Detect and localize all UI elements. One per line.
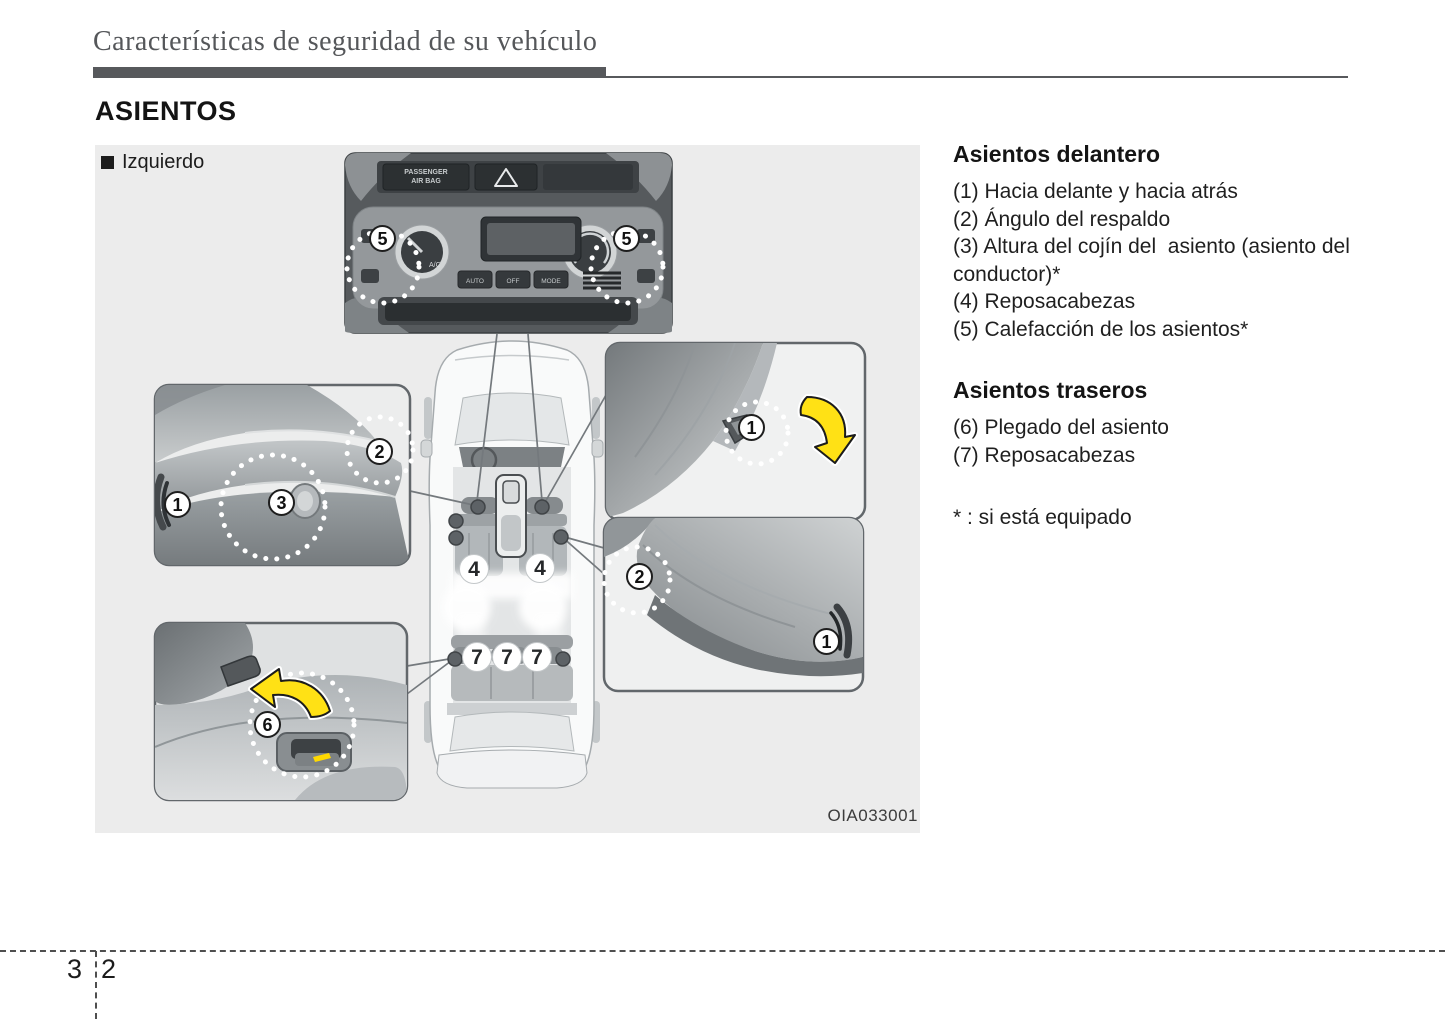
legend-item: (6) Plegado del asiento [953, 416, 1169, 439]
footer-dashed-divider [95, 951, 97, 1019]
callout-headrest-rear-1: 7 [462, 642, 492, 672]
figure-code: OIA033001 [827, 806, 918, 825]
equipment-footnote: * : si está equipado [953, 506, 1132, 529]
callout-heater-right: 5 [613, 225, 640, 252]
chapter-number: 3 [67, 954, 83, 984]
callout-heater-left: 5 [369, 225, 396, 252]
header-rule [93, 76, 1348, 78]
callout-slide-rear: 1 [813, 628, 840, 655]
legend-item: (5) Calefacción de los asientos* [953, 317, 1249, 341]
legend-item: (2) Ángulo del respaldo [953, 207, 1171, 231]
callout-fold-switch: 6 [254, 711, 281, 738]
passenger-airbag-label: PASSENGER [404, 169, 448, 176]
inset-front-seat [155, 385, 410, 565]
callout-recline-rear: 2 [626, 563, 653, 590]
callout-recline-front: 2 [366, 438, 393, 465]
variant-label-text: Izquierdo [122, 151, 205, 173]
callout-headrest-rear-3: 7 [522, 642, 552, 672]
rear-seats-title: Asientos traseros [953, 377, 1148, 403]
square-bullet-icon [101, 156, 114, 169]
legend-item: (1) Hacia delante y hacia atrás [953, 180, 1238, 203]
chapter-header: Características de seguridad de su vehículo [93, 26, 598, 57]
callout-headrest-front-left: 4 [459, 554, 489, 584]
inset-fold-switch [155, 623, 407, 800]
callout-height-adjust: 3 [268, 489, 295, 516]
callout-headrest-rear-2: 7 [492, 642, 522, 672]
footer-dashed-rule [0, 950, 1445, 952]
callout-fold-lever: 1 [738, 414, 765, 441]
seat-diagram-graphic [95, 145, 920, 833]
callout-headrest-front-right: 4 [525, 553, 555, 583]
legend-column [953, 141, 1355, 551]
off-button-label: OFF [506, 278, 520, 285]
page-number: 2 [101, 954, 117, 984]
ac-knob-label: A/C [429, 262, 441, 269]
page-title: ASIENTOS [95, 96, 237, 126]
front-seats-title: Asientos delantero [953, 141, 1161, 167]
car-top-view [421, 341, 603, 788]
legend-item: (4) Reposacabezas [953, 290, 1136, 313]
callout-slide-front: 1 [164, 491, 191, 518]
auto-button-label: AUTO [466, 278, 484, 285]
passenger-airbag-label2: AIR BAG [411, 178, 441, 185]
mode-button-label: MODE [541, 278, 561, 285]
variant-label [101, 151, 204, 174]
inset-rear-seat [604, 518, 863, 691]
legend-item: (7) Reposacabezas [953, 443, 1136, 467]
legend-item: (3) Altura del cojín del asiento (asiento del conductor)* [953, 235, 1356, 286]
seat-diagram-panel [95, 145, 920, 833]
